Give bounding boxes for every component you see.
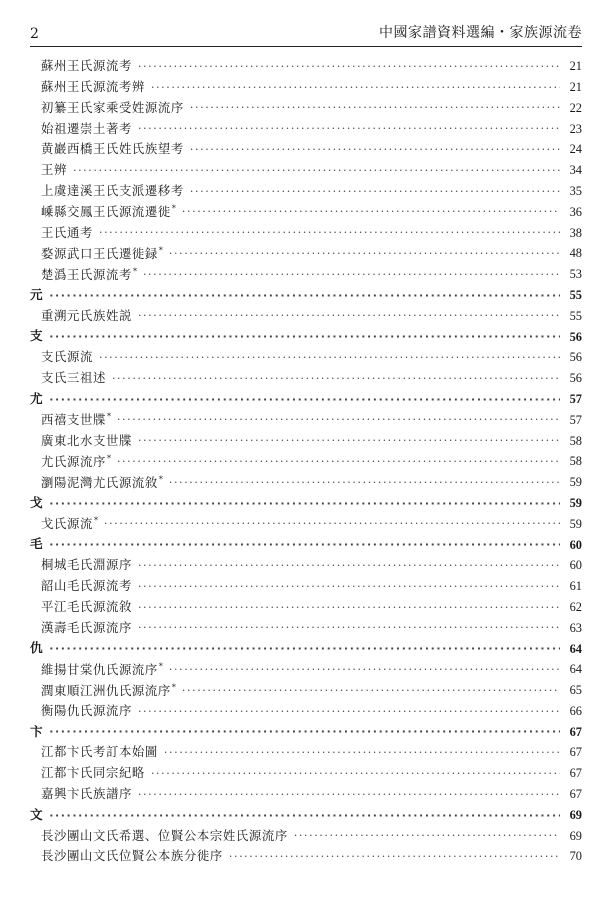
toc-dot-leader: [138, 61, 560, 72]
toc-page-number: 21: [569, 79, 582, 94]
toc-dot-leader: [138, 560, 560, 571]
toc-dot-leader: [49, 726, 560, 737]
toc-entry[interactable]: [30, 618, 582, 639]
toc-title-text: 維揚甘棠仇氏源流序: [41, 661, 158, 677]
toc-title-text: 衡陽仇氏源流序: [41, 702, 132, 718]
toc-entry[interactable]: [30, 306, 582, 327]
toc-title: [30, 642, 43, 655]
toc-page-number: 24: [569, 142, 582, 157]
toc-dot-leader: [117, 414, 560, 425]
toc-dot-leader: [151, 82, 560, 93]
toc-entry[interactable]: [30, 576, 582, 597]
toc-page-number: 64: [569, 662, 582, 677]
toc-surname-heading[interactable]: [30, 493, 582, 514]
toc-title: [41, 619, 132, 635]
toc-page-number: 69: [569, 807, 582, 822]
toc-title: [41, 351, 93, 363]
toc-title-text: 江都卞氏考訂本始圖: [41, 744, 158, 760]
toc-entry[interactable]: [30, 555, 582, 576]
toc-page-number: 36: [569, 204, 582, 219]
toc-page-number: 65: [569, 683, 582, 698]
toc-title: [41, 455, 111, 469]
toc-page-number: 55: [569, 308, 582, 323]
toc-title-text: 瀏陽泥灣尤氏源流敘: [41, 474, 158, 490]
toc-entry[interactable]: [30, 181, 582, 202]
toc-title-text: 尤氏源流序: [41, 453, 106, 469]
toc-dot-leader: [99, 227, 560, 238]
toc-title: [41, 684, 176, 698]
toc-dot-leader: [112, 373, 560, 384]
toc-entry[interactable]: [30, 139, 582, 160]
toc-page-number: 59: [569, 475, 582, 490]
toc-star-marker: *: [158, 661, 163, 671]
toc-dot-leader: [49, 539, 560, 550]
toc-title-text: 蘇州王氏源流考: [41, 58, 132, 74]
toc-dot-leader: [190, 144, 560, 155]
toc-dot-leader: [138, 622, 560, 633]
toc-star-marker: *: [158, 474, 163, 484]
toc-page-number: 61: [569, 579, 582, 594]
toc-title: [41, 143, 184, 155]
toc-page-number: 56: [569, 371, 582, 386]
toc-star-marker: *: [132, 266, 137, 276]
toc-title: [41, 413, 111, 427]
toc-title: [41, 205, 176, 219]
toc-dot-leader: [49, 498, 560, 509]
toc-title: [41, 164, 67, 176]
toc-page-number: 55: [569, 287, 582, 302]
toc-surname-heading[interactable]: [30, 534, 582, 555]
toc-dot-leader: [182, 206, 560, 217]
toc-dot-leader: [138, 310, 560, 321]
toc-title: [41, 60, 132, 72]
toc-page-number: 70: [569, 849, 582, 864]
toc-title-text: 蘇州王氏源流考辨: [41, 78, 145, 94]
toc-entry[interactable]: [30, 825, 582, 846]
toc-title: [41, 746, 158, 758]
toc-page-number: 22: [569, 100, 582, 115]
toc-page-number: 60: [569, 537, 582, 552]
toc-entry[interactable]: [30, 118, 582, 139]
toc-page-number: 57: [569, 391, 582, 406]
toc-surname-heading[interactable]: [30, 326, 582, 347]
toc-page-number: 62: [569, 599, 582, 614]
toc-entry[interactable]: [30, 430, 582, 451]
toc-entry[interactable]: [30, 222, 582, 243]
toc-title: [30, 286, 44, 302]
toc-title-text: 平江毛氏源流敘: [41, 598, 132, 614]
toc-title-text: 支氏源流: [41, 349, 93, 365]
toc-page-number: 35: [569, 183, 582, 198]
toc-dot-leader: [49, 394, 560, 405]
toc-star-marker: *: [106, 453, 111, 463]
table-of-contents: [30, 56, 582, 867]
toc-title-text: 嘉興卞氏族譜序: [41, 786, 132, 802]
toc-page-number: 59: [569, 495, 582, 510]
toc-title: [41, 827, 288, 843]
toc-title-text: 上虞達溪王氏支派遷移考: [41, 182, 184, 198]
toc-dot-leader: [164, 747, 560, 758]
toc-entry[interactable]: [30, 347, 582, 368]
toc-title-text: 楚潙王氏源流考: [41, 266, 132, 282]
toc-entry[interactable]: [30, 410, 582, 431]
toc-page-number: 59: [569, 516, 582, 531]
toc-title: [30, 806, 44, 822]
toc-dot-leader: [49, 810, 560, 821]
toc-star-marker: *: [171, 682, 176, 692]
toc-entry[interactable]: [30, 77, 582, 98]
toc-dot-leader: [104, 518, 560, 529]
toc-title-text: 元: [30, 286, 44, 302]
toc-title-text: 毛: [30, 536, 44, 552]
toc-entry[interactable]: [30, 243, 582, 264]
toc-dot-leader: [169, 248, 560, 259]
toc-title: [41, 224, 93, 240]
toc-page-number: 21: [569, 59, 582, 74]
toc-dot-leader: [138, 706, 560, 717]
toc-star-marker: *: [93, 516, 98, 526]
toc-title-text: 支: [30, 328, 44, 344]
toc-dot-leader: [49, 643, 560, 654]
toc-title-text: 王辨: [41, 162, 67, 178]
toc-page-number: 34: [569, 163, 582, 178]
toc-title-text: 長沙團山文氏希選、位賢公本宗姓氏源流序: [41, 827, 288, 843]
toc-dot-leader: [169, 477, 560, 488]
toc-title: [41, 120, 132, 136]
toc-title: [41, 788, 132, 800]
toc-title-text: 仇: [30, 640, 44, 656]
toc-surname-heading[interactable]: [30, 389, 582, 410]
toc-page-number: 58: [569, 433, 582, 448]
toc-title-text: 韶山毛氏源流考: [41, 578, 132, 594]
toc-page-number: 48: [569, 246, 582, 261]
toc-page-number: 58: [569, 454, 582, 469]
toc-entry[interactable]: [30, 451, 582, 472]
toc-dot-leader: [138, 435, 560, 446]
toc-page-number: 57: [569, 412, 582, 427]
toc-title-text: 重溯元氏族姓説: [41, 307, 132, 323]
toc-title: [41, 580, 132, 592]
toc-dot-leader: [182, 685, 560, 696]
toc-title: [30, 494, 44, 510]
toc-entry[interactable]: [30, 784, 582, 805]
toc-page-number: 67: [569, 724, 582, 739]
toc-title-text: 婺源武口王氏遷徙録: [41, 245, 158, 261]
toc-page-number: 60: [569, 558, 582, 573]
toc-title: [30, 390, 44, 406]
toc-page-number: 63: [569, 620, 582, 635]
toc-page-number: 38: [569, 225, 582, 240]
toc-page-number: 67: [569, 787, 582, 802]
toc-title: [41, 182, 184, 198]
toc-page-number: 67: [569, 745, 582, 760]
toc-title-text: 黄巖西橋王氏姓氏族望考: [41, 141, 184, 157]
toc-dot-leader: [73, 165, 560, 176]
toc-page-number: 56: [569, 329, 582, 344]
toc-star-marker: *: [171, 204, 176, 214]
toc-entry[interactable]: [30, 742, 582, 763]
toc-entry[interactable]: [30, 56, 582, 77]
toc-page-number: 69: [569, 828, 582, 843]
toc-title-text: 江都卞氏同宗紀略: [41, 765, 145, 781]
page-header: [30, 16, 582, 47]
toc-surname-heading[interactable]: [30, 805, 582, 826]
toc-entry[interactable]: [30, 763, 582, 784]
toc-title: [41, 850, 223, 862]
toc-title: [41, 307, 132, 323]
toc-title-text: 文: [30, 806, 44, 822]
toc-star-marker: *: [158, 245, 163, 255]
toc-title-text: 卞: [30, 723, 44, 739]
toc-title: [41, 247, 163, 261]
toc-title: [30, 330, 43, 343]
toc-title: [41, 268, 137, 282]
toc-title-text: 嵊縣交鳳王氏源流遷徙: [41, 204, 171, 220]
toc-title: [41, 598, 132, 614]
toc-entry[interactable]: [30, 846, 582, 867]
toc-title-text: 王氏通考: [41, 224, 93, 240]
toc-dot-leader: [138, 581, 560, 592]
toc-title: [41, 767, 145, 779]
toc-page-number: 23: [569, 121, 582, 136]
toc-page-number: 67: [569, 766, 582, 781]
book-title: 中國家譜資料選編・家族源流卷: [379, 25, 582, 41]
toc-title-text: 廣東北水支世牒: [41, 432, 132, 448]
page-number: 2: [30, 26, 39, 42]
toc-page-number: 53: [569, 267, 582, 282]
toc-title: [41, 372, 106, 384]
toc-title: [41, 702, 132, 718]
toc-dot-leader: [229, 851, 560, 862]
toc-title-text: 初纂王氏家乘受姓源流序: [41, 99, 184, 115]
toc-entry[interactable]: [30, 472, 582, 493]
toc-title: [41, 517, 98, 531]
toc-dot-leader: [117, 456, 560, 467]
toc-title-text: 尤: [30, 390, 44, 406]
toc-title: [30, 723, 44, 739]
toc-entry[interactable]: [30, 514, 582, 535]
toc-page-number: 64: [569, 641, 582, 656]
toc-entry[interactable]: [30, 98, 582, 119]
toc-dot-leader: [143, 269, 560, 280]
toc-title-text: 始祖遷崇土著考: [41, 120, 132, 136]
toc-title: [41, 78, 145, 94]
toc-title: [41, 559, 132, 571]
toc-dot-leader: [294, 830, 560, 841]
toc-entry[interactable]: [30, 160, 582, 181]
toc-entry[interactable]: [30, 701, 582, 722]
toc-dot-leader: [49, 331, 560, 342]
toc-dot-leader: [138, 789, 560, 800]
toc-page-number: 66: [569, 703, 582, 718]
toc-dot-leader: [138, 123, 560, 134]
toc-title-text: 桐城毛氏淵源序: [41, 557, 132, 573]
toc-surname-heading[interactable]: [30, 638, 582, 659]
toc-page-number: 56: [569, 350, 582, 365]
toc-dot-leader: [169, 664, 560, 675]
toc-title-text: 戈氏源流: [41, 516, 93, 532]
toc-dot-leader: [138, 602, 560, 613]
toc-title-text: 潤東順江洲仇氏源流序: [41, 682, 171, 698]
toc-surname-heading[interactable]: [30, 722, 582, 743]
toc-entry[interactable]: [30, 368, 582, 389]
toc-star-marker: *: [106, 412, 111, 422]
toc-title-text: 支氏三祖述: [41, 370, 106, 386]
toc-title: [41, 663, 163, 677]
toc-title-text: 戈: [30, 494, 44, 510]
toc-entry[interactable]: [30, 659, 582, 680]
toc-dot-leader: [49, 290, 560, 301]
toc-title: [41, 432, 132, 448]
toc-entry[interactable]: [30, 680, 582, 701]
toc-entry[interactable]: [30, 597, 582, 618]
toc-surname-heading[interactable]: [30, 285, 582, 306]
toc-dot-leader: [190, 186, 560, 197]
toc-title-text: 西禧支世牒: [41, 412, 106, 428]
toc-dot-leader: [190, 102, 560, 113]
toc-title-text: 漢壽毛氏源流序: [41, 619, 132, 635]
toc-dot-leader: [99, 352, 560, 363]
toc-title: [41, 99, 184, 115]
toc-title: [41, 476, 163, 490]
toc-dot-leader: [151, 768, 560, 779]
toc-entry[interactable]: [30, 202, 582, 223]
toc-title-text: 長沙團山文氏位賢公本族分徙序: [41, 848, 223, 864]
toc-title: [30, 538, 43, 551]
toc-entry[interactable]: [30, 264, 582, 285]
